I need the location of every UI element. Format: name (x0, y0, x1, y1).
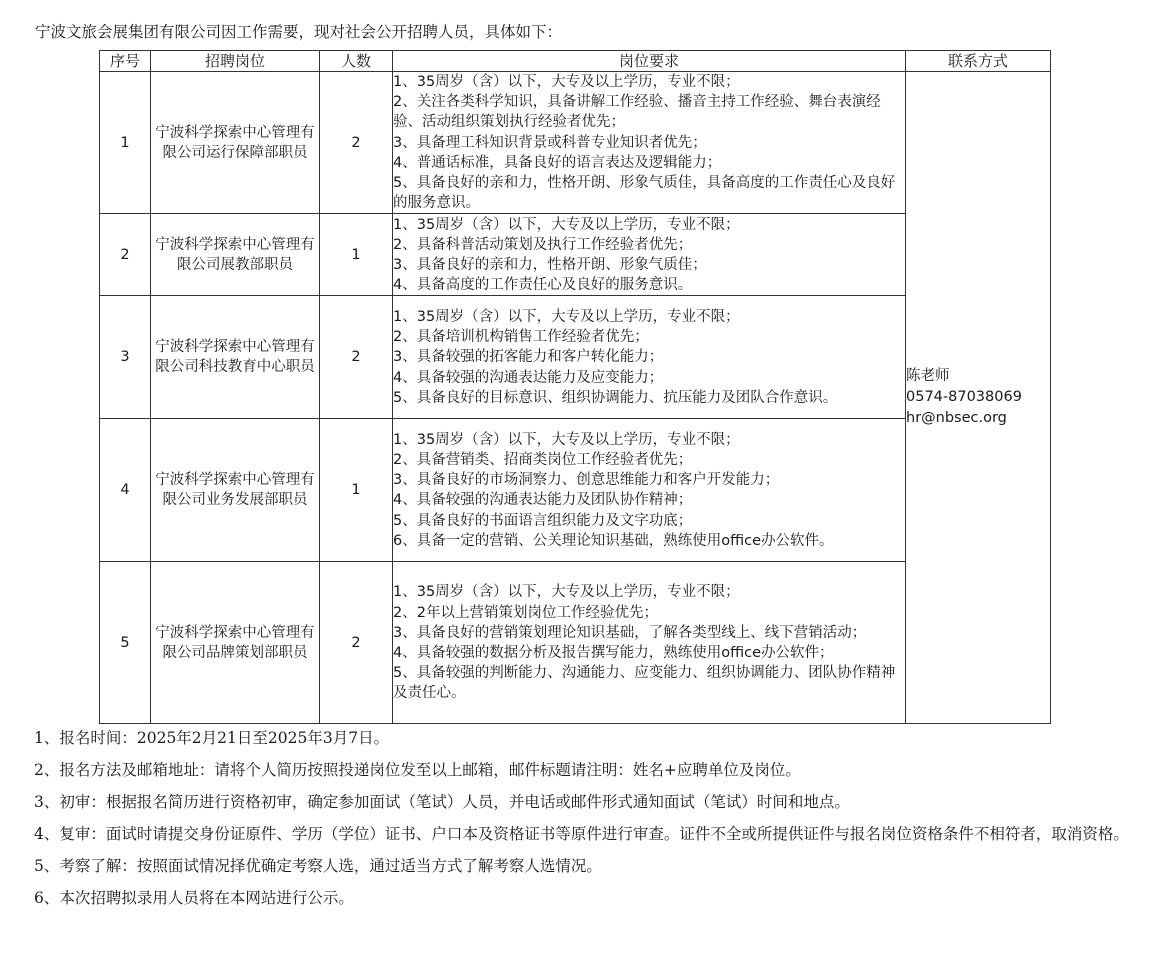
row-no: 3 (100, 296, 151, 419)
contact-cell (906, 72, 1051, 724)
row-position: 宁波科学探索中心管理有限公司运行保障部职员 (151, 72, 320, 214)
requirement-item: 4、具备较强的数据分析及报告撰写能力，熟练使用office办公软件； (393, 644, 834, 661)
table-header-row (100, 51, 1051, 72)
row-count: 2 (320, 296, 393, 419)
requirement-item: 4、具备较强的沟通表达能力及应变能力； (393, 369, 664, 386)
requirement-item: 2、具备营销类、招商类岗位工作经验者优先； (393, 452, 693, 469)
requirement-item: 6、具备一定的营销、公关理论知识基础，熟练使用office办公软件。 (393, 532, 834, 549)
row-position: 宁波科学探索中心管理有限公司业务发展部职员 (151, 419, 320, 562)
requirement-item: 4、普通话标准，具备良好的语言表达及逻辑能力； (393, 154, 722, 171)
row-requirements (393, 72, 906, 214)
table-row (100, 72, 1051, 214)
requirement-item: 3、具备良好的营销策划理论知识基础，了解各类型线上、线下营销活动； (393, 624, 867, 641)
row-requirements (393, 296, 906, 419)
requirement-item: 3、具备良好的亲和力，性格开朗、形象气质佳； (393, 256, 707, 273)
row-no: 2 (100, 214, 151, 296)
contact-name: 陈老师 (906, 368, 950, 385)
contact-phone: 0574-87038069 (906, 389, 1022, 406)
requirement-item: 2、2年以上营销策划岗位工作经验优先； (393, 604, 658, 621)
row-position: 宁波科学探索中心管理有限公司品牌策划部职员 (151, 562, 320, 724)
row-requirements (393, 419, 906, 562)
requirement-item: 4、具备较强的沟通表达能力及团队协作精神； (393, 492, 693, 509)
requirement-item: 1、35周岁（含）以下，大专及以上学历，专业不限； (393, 584, 740, 601)
requirement-item: 1、35周岁（含）以下，大专及以上学历，专业不限； (393, 216, 740, 233)
requirement-item: 3、具备较强的拓客能力和客户转化能力； (393, 349, 664, 366)
row-count: 2 (320, 562, 393, 724)
row-requirements (393, 562, 906, 724)
note-item: 1、报名时间：2025年2月21日至2025年3月7日。 (34, 729, 390, 747)
row-position: 宁波科学探索中心管理有限公司展教部职员 (151, 214, 320, 296)
row-no: 4 (100, 419, 151, 562)
requirement-item: 2、具备科普活动策划及执行工作经验者优先； (393, 236, 693, 253)
requirement-item: 5、具备良好的亲和力，性格开朗、形象气质佳，具备高度的工作责任心及良好的服务意识。 (393, 175, 896, 212)
row-count: 1 (320, 214, 393, 296)
intro-text: 宁波文旅会展集团有限公司因工作需要，现对社会公开招聘人员，具体如下： (35, 23, 563, 41)
requirement-item: 5、具备良好的目标意识、组织协调能力、抗压能力及团队合作意识。 (393, 389, 838, 406)
note-item: 5、考察了解：按照面试情况择优确定考察人选，通过适当方式了解考察人选情况。 (34, 857, 602, 875)
requirement-item: 4、具备高度的工作责任心及良好的服务意识。 (393, 277, 693, 294)
requirement-item: 5、具备良好的书面语言组织能力及文字功底； (393, 512, 693, 529)
requirement-item: 3、具备理工科知识背景或科普专业知识者优先； (393, 134, 707, 151)
header-count: 人数 (320, 51, 393, 72)
note-item: 4、复审：面试时请提交身份证原件、学历（学位）证书、户口本及资格证书等原件进行审查。证件不全或所提供证件与报名岗位资格条件不相符者，取消资格。 (34, 825, 1129, 843)
contact-email: hr@nbsec.org (906, 410, 1007, 427)
row-requirements (393, 214, 906, 296)
row-no: 1 (100, 72, 151, 214)
requirement-item: 3、具备良好的市场洞察力、创意思维能力和客户开发能力； (393, 472, 780, 489)
header-position: 招聘岗位 (151, 51, 320, 72)
row-position: 宁波科学探索中心管理有限公司科技教育中心职员 (151, 296, 320, 419)
header-contact: 联系方式 (906, 51, 1051, 72)
requirement-item: 1、35周岁（含）以下，大专及以上学历，专业不限； (393, 308, 740, 325)
requirement-item: 2、具备培训机构销售工作经验者优先； (393, 329, 649, 346)
row-count: 1 (320, 419, 393, 562)
requirement-item: 5、具备较强的判断能力、沟通能力、应变能力、组织协调能力、团队协作精神及责任心。 (393, 665, 896, 702)
row-count: 2 (320, 72, 393, 214)
row-no: 5 (100, 562, 151, 724)
note-item: 2、报名方法及邮箱地址：请将个人简历按照投递岗位发至以上邮箱，邮件标题请注明：姓名+应聘单位及岗位。 (34, 761, 801, 779)
requirement-item: 2、关注各类科学知识，具备讲解工作经验、播音主持工作经验、舞台表演经验、活动组织策划执行经验者优先； (393, 94, 881, 131)
recruitment-table (99, 50, 1051, 724)
requirement-item: 1、35周岁（含）以下，大专及以上学历，专业不限； (393, 74, 740, 90)
header-requirements: 岗位要求 (393, 51, 906, 72)
header-no: 序号 (100, 51, 151, 72)
note-item: 6、本次招聘拟录用人员将在本网站进行公示。 (34, 889, 354, 907)
note-item: 3、初审：根据报名简历进行资格初审，确定参加面试（笔试）人员，并电话或邮件形式通知面试（笔试）时间和地点。 (34, 793, 850, 811)
requirement-item: 1、35周岁（含）以下，大专及以上学历，专业不限； (393, 431, 740, 448)
notes-section (0, 722, 1150, 914)
